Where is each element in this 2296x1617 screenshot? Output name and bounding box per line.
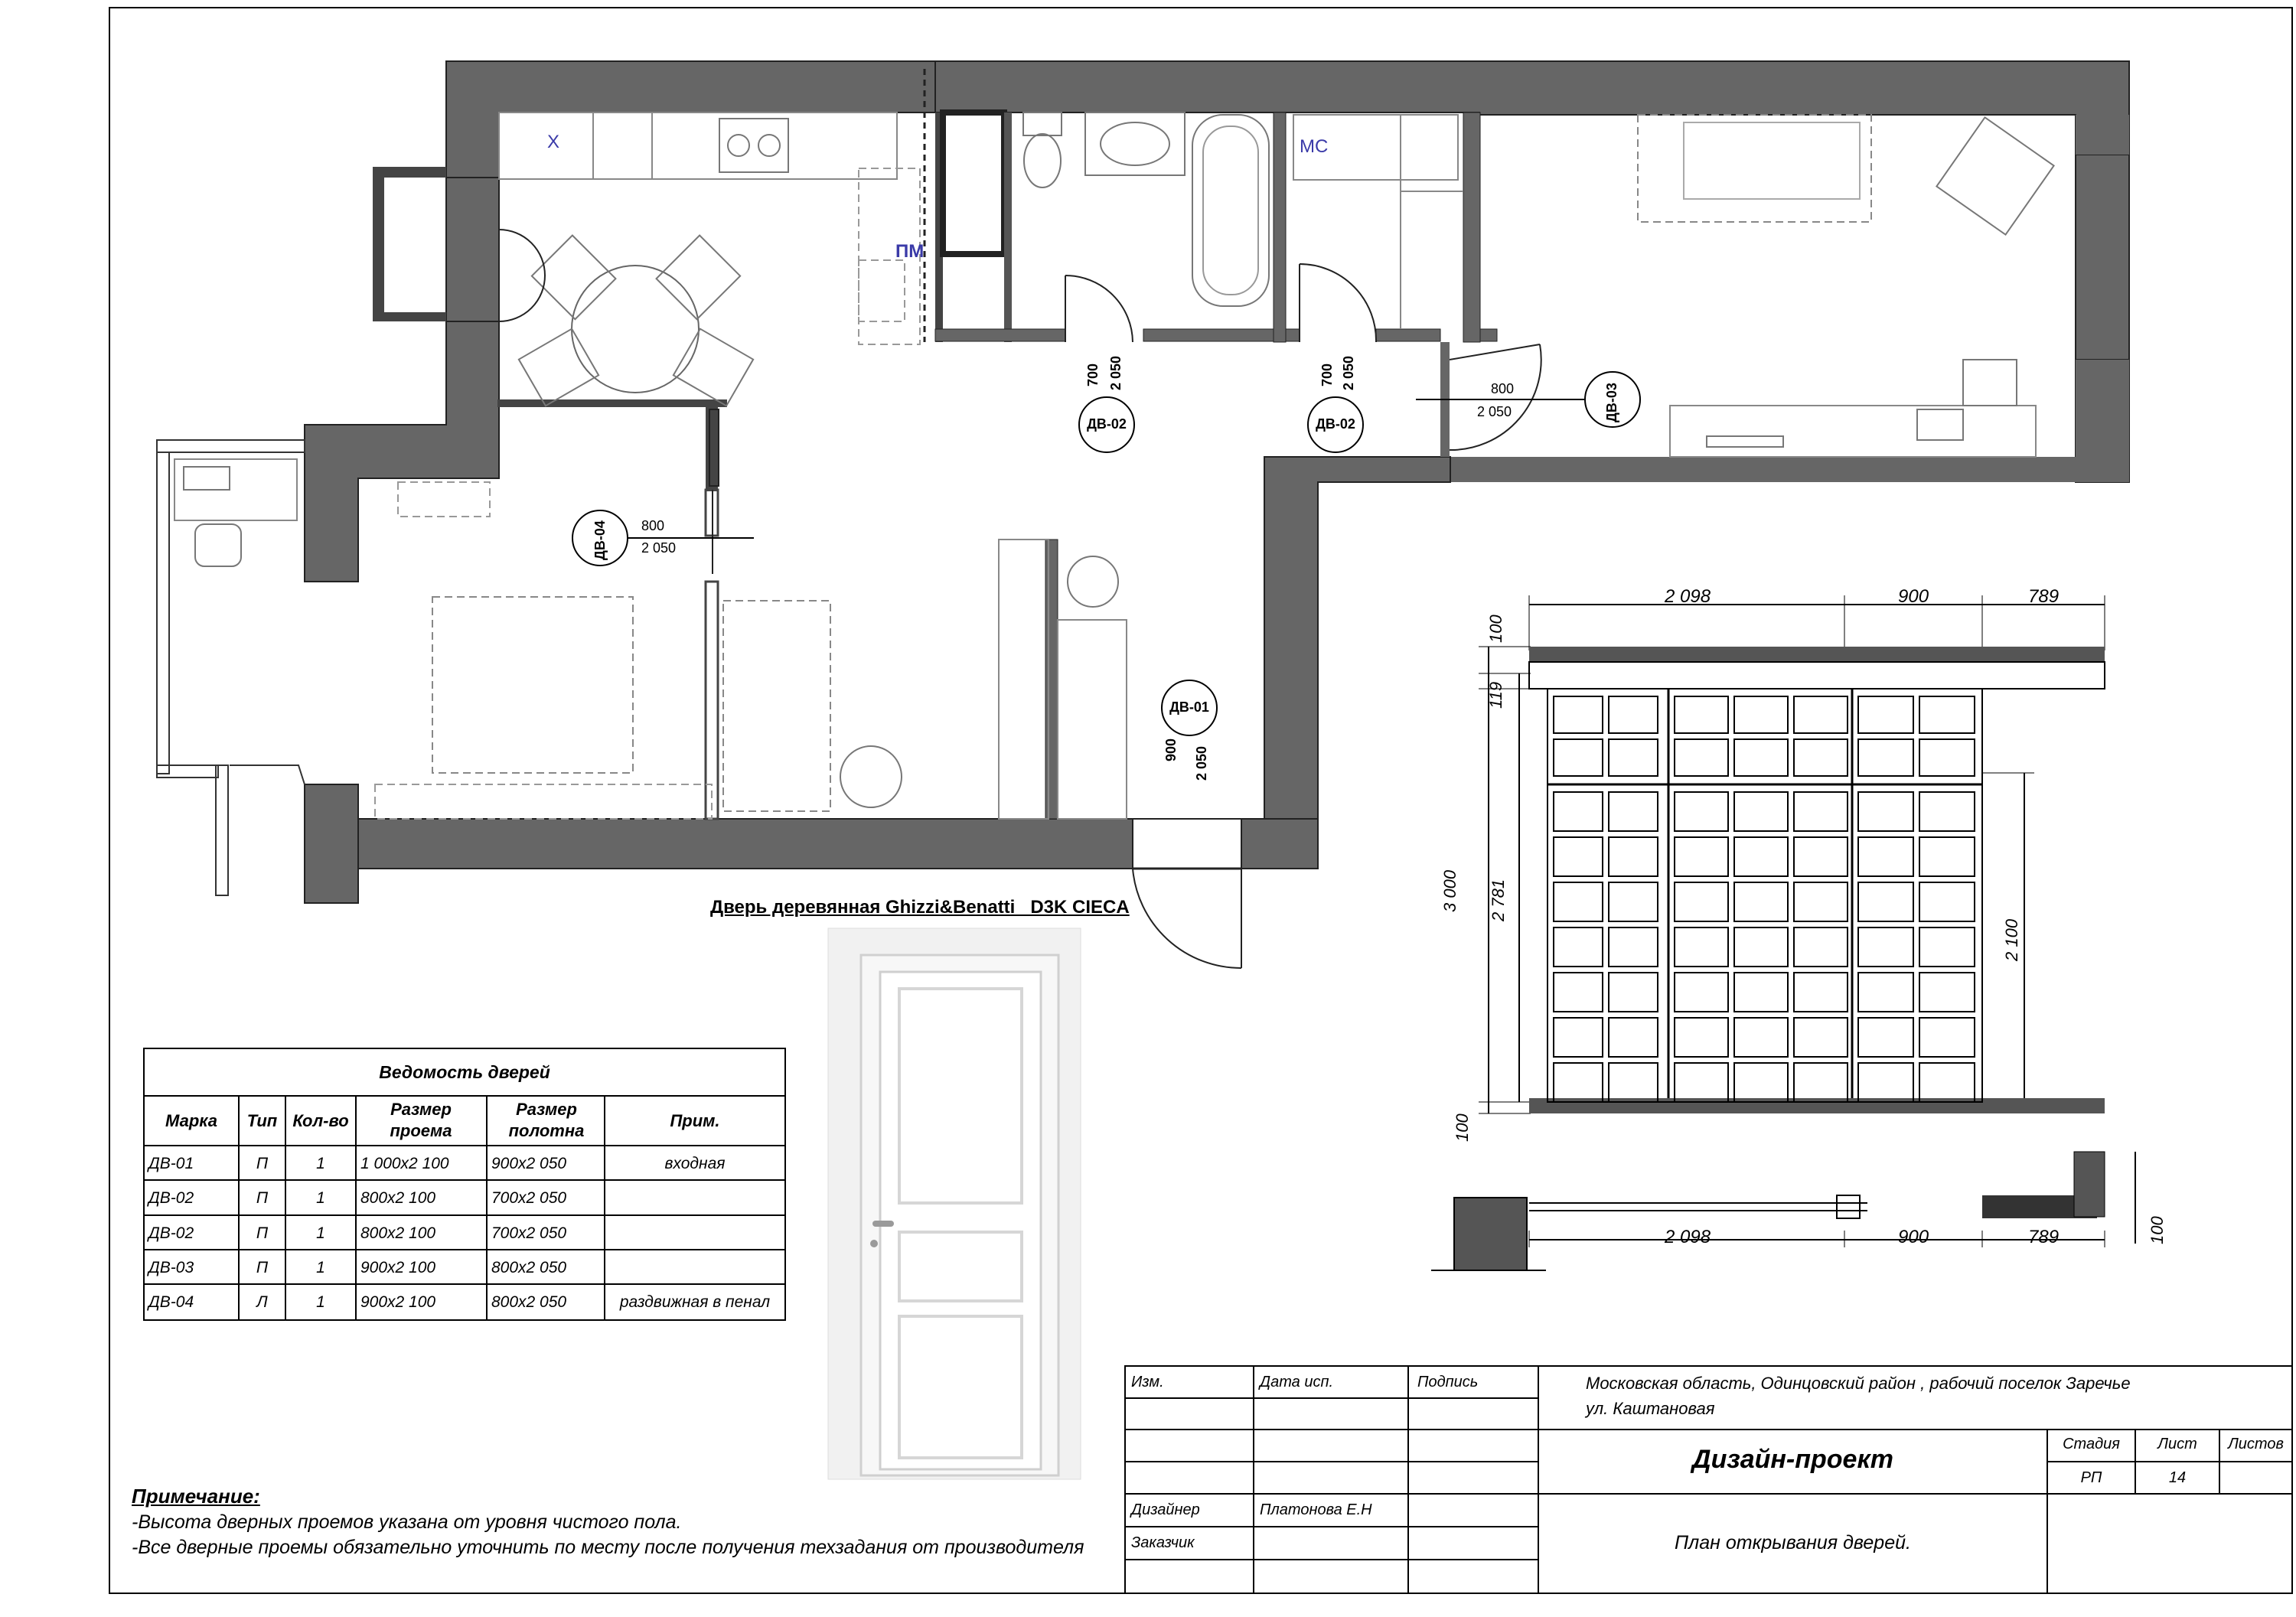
glass-pane: [1554, 837, 1603, 876]
glass-pane: [1794, 973, 1848, 1012]
dim-right: 2 100: [2002, 918, 2021, 961]
dim-top-2: 900: [1898, 586, 1929, 607]
glass-pane: [1554, 882, 1603, 921]
elevation-transom-grid: [1554, 696, 1975, 776]
glass-pane: [1919, 882, 1975, 921]
glass-pane: [1858, 1063, 1913, 1102]
glass-pane: [1734, 1018, 1788, 1057]
glass-pane: [1734, 739, 1788, 776]
glass-pane: [1858, 927, 1913, 967]
door-tag-dv02a-mark: ДВ-02: [1087, 416, 1127, 432]
glass-pane: [1675, 882, 1728, 921]
schedule-cell: 800х2 050: [491, 1293, 567, 1311]
schedule-cell: 1: [316, 1293, 325, 1311]
schedule-cell: раздвижная в пенал: [619, 1293, 771, 1311]
glass-pane: [1734, 1063, 1788, 1102]
door-tag-dv01-height: 2 050: [1194, 745, 1209, 781]
schedule-cell: ДВ-02: [148, 1224, 194, 1242]
schedule-cell: 700х2 050: [491, 1189, 567, 1207]
door-tag-dv04-height: 2 050: [641, 540, 677, 556]
dim-left-5: 100: [1453, 1113, 1472, 1142]
glass-pane: [1734, 927, 1788, 967]
door-tag-dv01-width: 900: [1163, 738, 1179, 761]
door-model-title: Дверь деревянная Ghizzi&Benatti D3K CIECA: [710, 897, 1130, 918]
door-image: [828, 928, 1081, 1479]
glass-pane: [1554, 696, 1603, 733]
glass-pane: [1919, 973, 1975, 1012]
glass-pane: [1794, 882, 1848, 921]
stamp-sheet: 14: [2168, 1469, 2187, 1486]
schedule-cell: 800х2 050: [491, 1259, 567, 1276]
dim-left-3: 3 000: [1440, 869, 1459, 912]
glass-pane: [1609, 1018, 1658, 1057]
dim-bottom-right: 100: [2148, 1216, 2167, 1244]
dim-left-4: 2 781: [1489, 879, 1508, 921]
stamp-address-1: Московская область, Одинцовский район , рабочий поселок Заречье: [1586, 1374, 2131, 1393]
stamp-izm: Изм.: [1131, 1374, 1164, 1390]
glass-pane: [1919, 1063, 1975, 1102]
stamp-stage-label: Стадия: [2063, 1436, 2120, 1452]
room-label-ms: МС: [1300, 136, 1329, 157]
glass-pane: [1919, 696, 1975, 733]
elevation-door-grid: [1554, 792, 1975, 1102]
dim-bottom-2: 900: [1898, 1227, 1929, 1247]
stamp-sign: Подпись: [1417, 1374, 1479, 1390]
glass-pane: [1609, 882, 1658, 921]
glass-pane: [1675, 1018, 1728, 1057]
schedule-cell: входная: [664, 1155, 726, 1172]
door-tag-dv04-width: 800: [641, 518, 665, 533]
door-tag-dv02b-width: 700: [1319, 363, 1335, 386]
glass-pane: [1554, 1063, 1603, 1102]
schedule-cell: 1: [316, 1224, 325, 1242]
glass-pane: [1858, 1018, 1913, 1057]
glass-pane: [1675, 837, 1728, 876]
schedule-cell: 700х2 050: [491, 1224, 567, 1242]
schedule-cell: ДВ-04: [148, 1293, 194, 1311]
schedule-cell: ДВ-03: [148, 1259, 194, 1276]
schedule-cell: ДВ-01: [148, 1155, 194, 1172]
dim-bottom-1: 2 098: [1665, 1227, 1711, 1247]
glass-pane: [1794, 739, 1848, 776]
stamp-stage: РП: [2080, 1469, 2102, 1486]
glass-pane: [1675, 739, 1728, 776]
stamp-designer-label: Дизайнер: [1131, 1501, 1200, 1518]
door-elevation: [1479, 595, 2105, 1113]
glass-pane: [1919, 739, 1975, 776]
glass-pane: [1675, 696, 1728, 733]
glass-pane: [1675, 927, 1728, 967]
dim-bottom-3: 789: [2028, 1227, 2060, 1247]
glass-pane: [1919, 1018, 1975, 1057]
schedule-cell: 1 000х2 100: [360, 1155, 449, 1172]
door-tag-dv03-mark: ДВ-03: [1604, 383, 1619, 422]
door-tag-dv03-height: 2 050: [1477, 404, 1512, 419]
glass-pane: [1858, 882, 1913, 921]
schedule-cell: П: [256, 1259, 269, 1276]
door-schedule-grid: [144, 1048, 785, 1320]
glass-pane: [1794, 696, 1848, 733]
dim-left-2: 119: [1486, 681, 1505, 709]
glass-pane: [1675, 1063, 1728, 1102]
sheet-frame: [109, 8, 2292, 1593]
schedule-header-type: Тип: [246, 1111, 278, 1130]
stamp-sheet-title: План открывания дверей.: [1675, 1532, 1911, 1553]
elevation-plan-section: [1431, 1152, 2135, 1270]
glass-pane: [1794, 792, 1848, 831]
stamp-designer: Платонова Е.Н: [1260, 1501, 1372, 1518]
floor-plan: [157, 61, 2129, 968]
stamp-address-2: ул. Каштановая: [1586, 1399, 1715, 1418]
glass-pane: [1734, 696, 1788, 733]
schedule-cell: Л: [256, 1293, 268, 1311]
dim-left-1: 100: [1486, 615, 1505, 643]
door-tag-dv02a-width: 700: [1085, 363, 1101, 386]
door-tag-dv02b-height: 2 050: [1341, 355, 1356, 390]
glass-pane: [1858, 739, 1913, 776]
door-tag-dv03-width: 800: [1491, 381, 1515, 396]
door-tag-dv04-mark: ДВ-04: [592, 520, 608, 560]
schedule-header-qty: Кол-во: [292, 1111, 349, 1130]
glass-pane: [1858, 792, 1913, 831]
schedule-header-opening: Размер проема: [390, 1100, 452, 1140]
glass-pane: [1554, 1018, 1603, 1057]
glass-pane: [1919, 837, 1975, 876]
schedule-cell: 800х2 100: [360, 1224, 436, 1242]
glass-pane: [1794, 837, 1848, 876]
glass-pane: [1919, 792, 1975, 831]
glass-pane: [1858, 973, 1913, 1012]
glass-pane: [1794, 1018, 1848, 1057]
glass-pane: [1554, 973, 1603, 1012]
glass-pane: [1554, 792, 1603, 831]
door-tag-dv02b-mark: ДВ-02: [1316, 416, 1355, 432]
glass-pane: [1554, 927, 1603, 967]
stamp-project: Дизайн-проект: [1692, 1445, 1893, 1474]
schedule-header-mark: Марка: [165, 1111, 217, 1130]
notes-heading: Примечание:: [132, 1485, 260, 1508]
glass-pane: [1858, 696, 1913, 733]
notes-line-1: -Высота дверных проемов указана от уровня чистого пола.: [132, 1511, 682, 1533]
schedule-cell: 900х2 050: [491, 1155, 567, 1172]
schedule-title: Ведомость дверей: [379, 1062, 550, 1082]
stamp-date: Дата исп.: [1260, 1374, 1334, 1390]
glass-pane: [1734, 837, 1788, 876]
schedule-cell: 800х2 100: [360, 1189, 436, 1207]
door-tag-dv02a-height: 2 050: [1108, 355, 1124, 390]
schedule-cell: П: [256, 1155, 269, 1172]
glass-pane: [1675, 792, 1728, 831]
glass-pane: [1919, 927, 1975, 967]
glass-pane: [1734, 973, 1788, 1012]
schedule-header-leaf: Размер полотна: [508, 1100, 585, 1140]
room-label-x: Х: [547, 132, 560, 152]
schedule-cell: ДВ-02: [148, 1189, 194, 1207]
glass-pane: [1609, 1063, 1658, 1102]
schedule-cell: 1: [316, 1189, 325, 1207]
glass-pane: [1794, 1063, 1848, 1102]
schedule-header-note: Прим.: [670, 1111, 720, 1130]
schedule-cell: 900х2 100: [360, 1293, 436, 1311]
glass-pane: [1858, 837, 1913, 876]
schedule-cell: 1: [316, 1155, 325, 1172]
dim-top-3: 789: [2028, 586, 2060, 607]
glass-pane: [1794, 927, 1848, 967]
stamp-client-label: Заказчик: [1131, 1534, 1195, 1551]
room-label-pm: ПМ: [895, 241, 925, 262]
glass-pane: [1609, 739, 1658, 776]
dim-top-1: 2 098: [1665, 586, 1711, 607]
glass-pane: [1609, 837, 1658, 876]
stamp-sheet-label: Лист: [2157, 1436, 2197, 1452]
glass-pane: [1734, 792, 1788, 831]
glass-pane: [1554, 739, 1603, 776]
glass-pane: [1609, 696, 1658, 733]
glass-pane: [1609, 927, 1658, 967]
notes-line-2: -Все дверные проемы обязательно уточнить по месту после получения техзадания от производителя: [132, 1537, 1084, 1558]
schedule-cell: П: [256, 1189, 269, 1207]
glass-pane: [1734, 882, 1788, 921]
schedule-cell: П: [256, 1224, 269, 1242]
glass-pane: [1675, 973, 1728, 1012]
glass-pane: [1609, 792, 1658, 831]
schedule-cell: 900х2 100: [360, 1259, 436, 1276]
door-tag-dv01-mark: ДВ-01: [1169, 699, 1209, 715]
schedule-cell: 1: [316, 1259, 325, 1276]
stamp-sheets-label: Листов: [2228, 1436, 2284, 1452]
glass-pane: [1609, 973, 1658, 1012]
